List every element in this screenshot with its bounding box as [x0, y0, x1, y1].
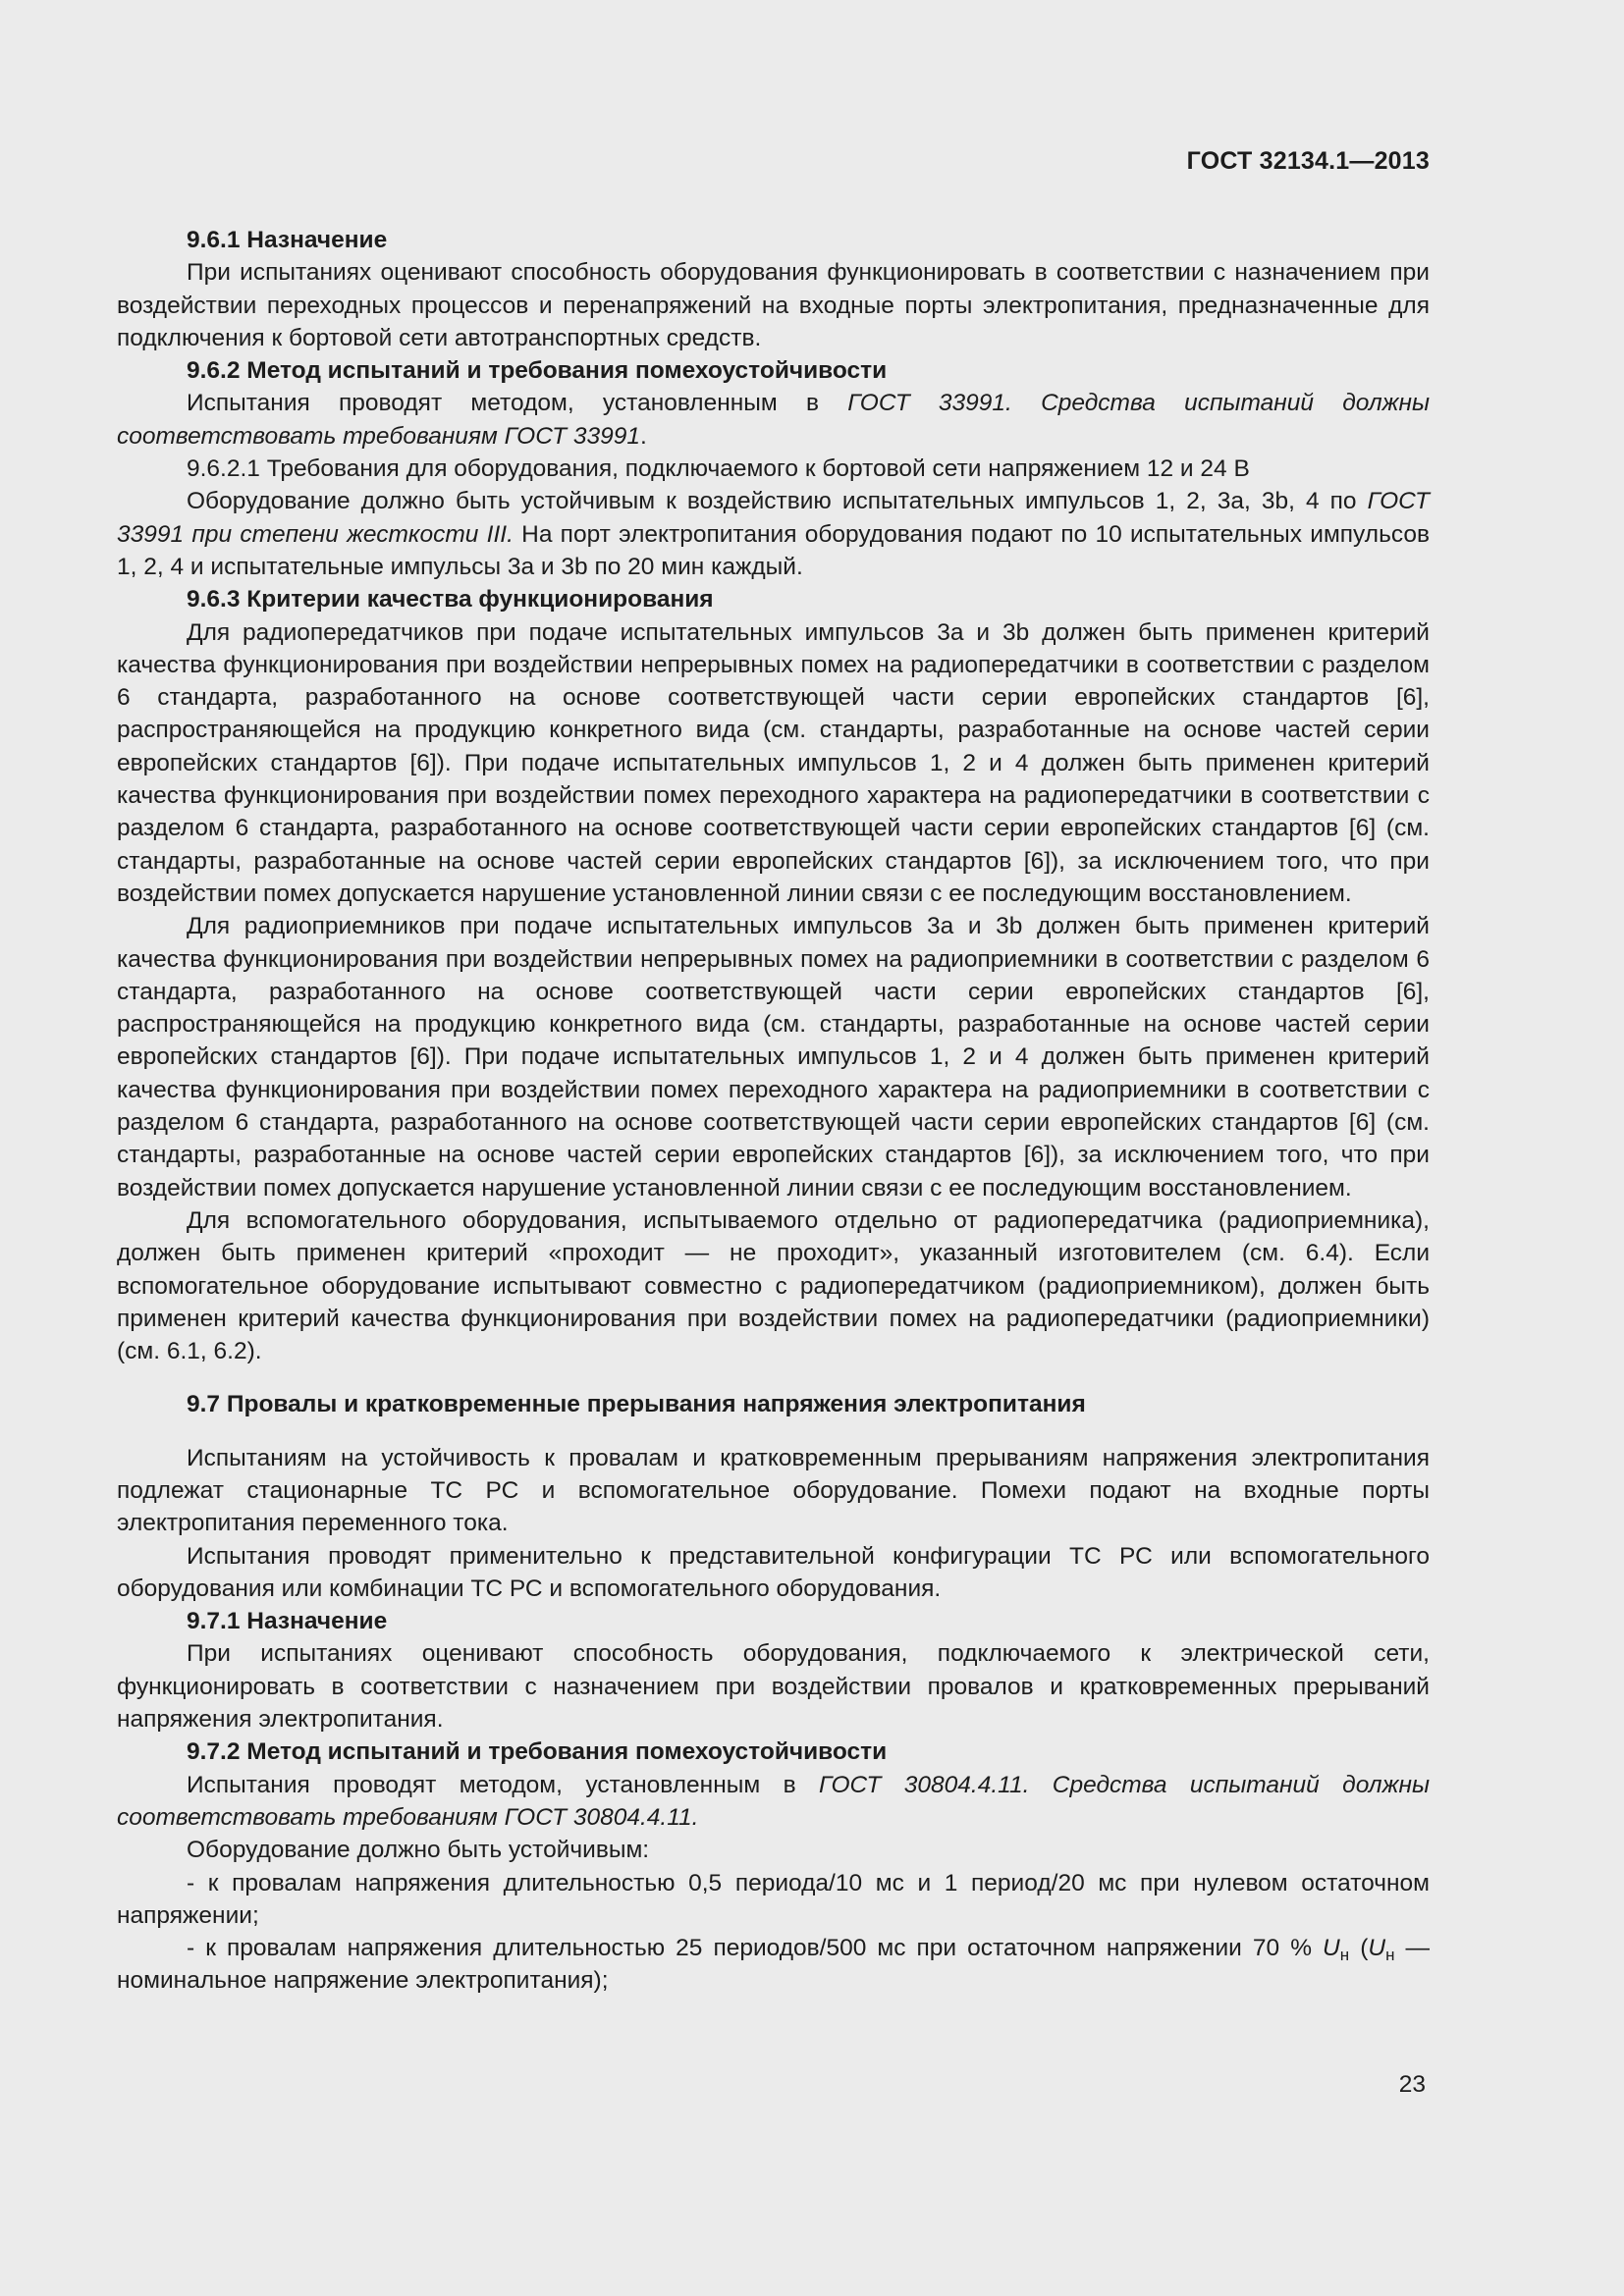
paragraph: Оборудование должно быть устойчивым к воздействию испытательных импульсов 1, 2, 3а, 3b, 4 по ГОСТ 33991 при степени жесткости III. На порт электропитания оборудования подают по 10 испытательных импульсов 1, 2, 4 и испытательные импульсы 3а и 3b по 20 мин каждый. — [117, 488, 1430, 580]
section-heading-9-7-2: 9.7.2 Метод испытаний и требования помехоустойчивости — [187, 1738, 888, 1766]
document-body — [117, 224, 1430, 1998]
list-item: - к провалам напряжения длительностью 0,5 периода/10 мс и 1 период/20 мс при нулевом остаточном напряжении; — [117, 1869, 1430, 1929]
paragraph: Для радиоприемников при подаче испытательных импульсов 3а и 3b должен быть применен критерий качества функционирования при воздействии непрерывных помех на радиоприемники в соответствии с разделом 6 стандарта, разработанного на основе соответствующей части серии европейских стандартов [6], распространяющейся на продукцию конкретного вида (см. стандарты, разработанные на основе частей серии европейских стандартов [6]). При подаче испытательных импульсов 1, 2 и 4 должен быть применен критерий качества функционирования при воздействии помех переходного характера на радиоприемники в соответствии с разделом 6 стандарта, разработанного на основе соответствующей части серии европейских стандартов [6] (см. стандарты, разработанные на основе частей серии европейских стандартов [6]), за исключением того, что при воздействии помех допускается нарушение установленной линии связи с ее последующим восстановлением. — [117, 913, 1430, 1201]
paragraph: Испытания проводят методом, установленным в ГОСТ 30804.4.11. Средства испытаний должны соответствовать требованиям ГОСТ 30804.4.11. — [117, 1771, 1430, 1831]
italic-reference: ГОСТ 30804.4.11. Средства испытаний должны соответствовать требованиям ГОСТ 30804.4.11. — [117, 1771, 1430, 1831]
italic-reference: ГОСТ 33991. Средства испытаний должны соответствовать требованиям ГОСТ 33991 — [117, 390, 1431, 450]
paragraph: Для вспомогательного оборудования, испытываемого отдельно от радиопередатчика (радиоприемника), должен быть применен критерий «проходит — не проходит», указанный изготовителем (см. 6.4). Если вспомогательное оборудование испытывают совместно с радиопередатчиком (радиоприемником), должен быть применен критерий качества функционирования при воздействии помех на радиопередатчики (радиоприемники) (см. 6.1, 6.2). — [117, 1206, 1430, 1365]
paragraph: При испытаниях оценивают способность оборудования, подключаемого к электрической сети, функционировать в соответствии с назначением при воздействии провалов и кратковременных прерываний напряжения электропитания. — [117, 1640, 1430, 1734]
document-id: ГОСТ 32134.1—2013 — [1186, 147, 1430, 175]
page-number: 23 — [1398, 2071, 1426, 2098]
paragraph: При испытаниях оценивают способность оборудования функционировать в соответствии с назначением при воздействии переходных процессов и перенапряжений на входные порты электропитания, предназначенные для подключения к бортовой сети автотранспортных средств. — [117, 259, 1430, 351]
section-heading-9-6-3: 9.6.3 Критерии качества функционирования — [187, 586, 714, 614]
paragraph: Оборудование должно быть устойчивым: — [187, 1837, 650, 1864]
section-heading-9-7: 9.7 Провалы и кратковременные прерывания напряжения электропитания — [187, 1391, 1086, 1418]
section-heading-9-6-2: 9.6.2 Метод испытаний и требования помехоустойчивости — [187, 357, 888, 385]
paragraph: Испытания проводят применительно к представительной конфигурации ТС РС или вспомогательного оборудования или комбинации ТС РС и вспомогательного оборудования. — [117, 1542, 1430, 1602]
paragraph: Испытания проводят методом, установленным в ГОСТ 33991. Средства испытаний должны соответствовать требованиям ГОСТ 33991. — [117, 390, 1431, 450]
section-heading-9-6-1: 9.6.1 Назначение — [187, 227, 388, 253]
italic-reference: ГОСТ 33991 при степени жесткости III. — [117, 488, 1430, 548]
paragraph: Для радиопередатчиков при подаче испытательных импульсов 3а и 3b должен быть применен критерий качества функционирования при воздействии непрерывных помех на радиопередатчики в соответствии с разделом 6 стандарта, разработанного на основе соответствующей части серии европейских стандартов [6], распространяющейся на продукцию конкретного вида (см. стандарты, разработанные на основе частей серии европейских стандартов [6]). При подаче испытательных импульсов 1, 2 и 4 должен быть применен критерий качества функционирования при воздействии помех переходного характера на радиопередатчики в соответствии с разделом 6 стандарта, разработанного на основе соответствующей части серии европейских стандартов [6] (см. стандарты, разработанные на основе частей серии европейских стандартов [6]), за исключением того, что при воздействии помех допускается нарушение установленной линии связи с ее последующим восстановлением. — [117, 618, 1430, 907]
list-item: - к провалам напряжения длительностью 25 периодов/500 мс при остаточном напряжении 70 % $U_н$ ($U_н$ — номинальное напряжение электропитания); — [117, 1935, 1430, 1995]
paragraph: 9.6.2.1 Требования для оборудования, подключаемого к бортовой сети напряжением 12 и 24 В — [187, 455, 1250, 483]
paragraph: Испытаниям на устойчивость к провалам и кратковременным прерываниям напряжения электропитания подлежат стационарные ТС РС и вспомогательное оборудование. Помехи подают на входные порты электропитания переменного тока. — [117, 1444, 1430, 1537]
section-heading-9-7-1: 9.7.1 Назначение — [187, 1608, 388, 1635]
